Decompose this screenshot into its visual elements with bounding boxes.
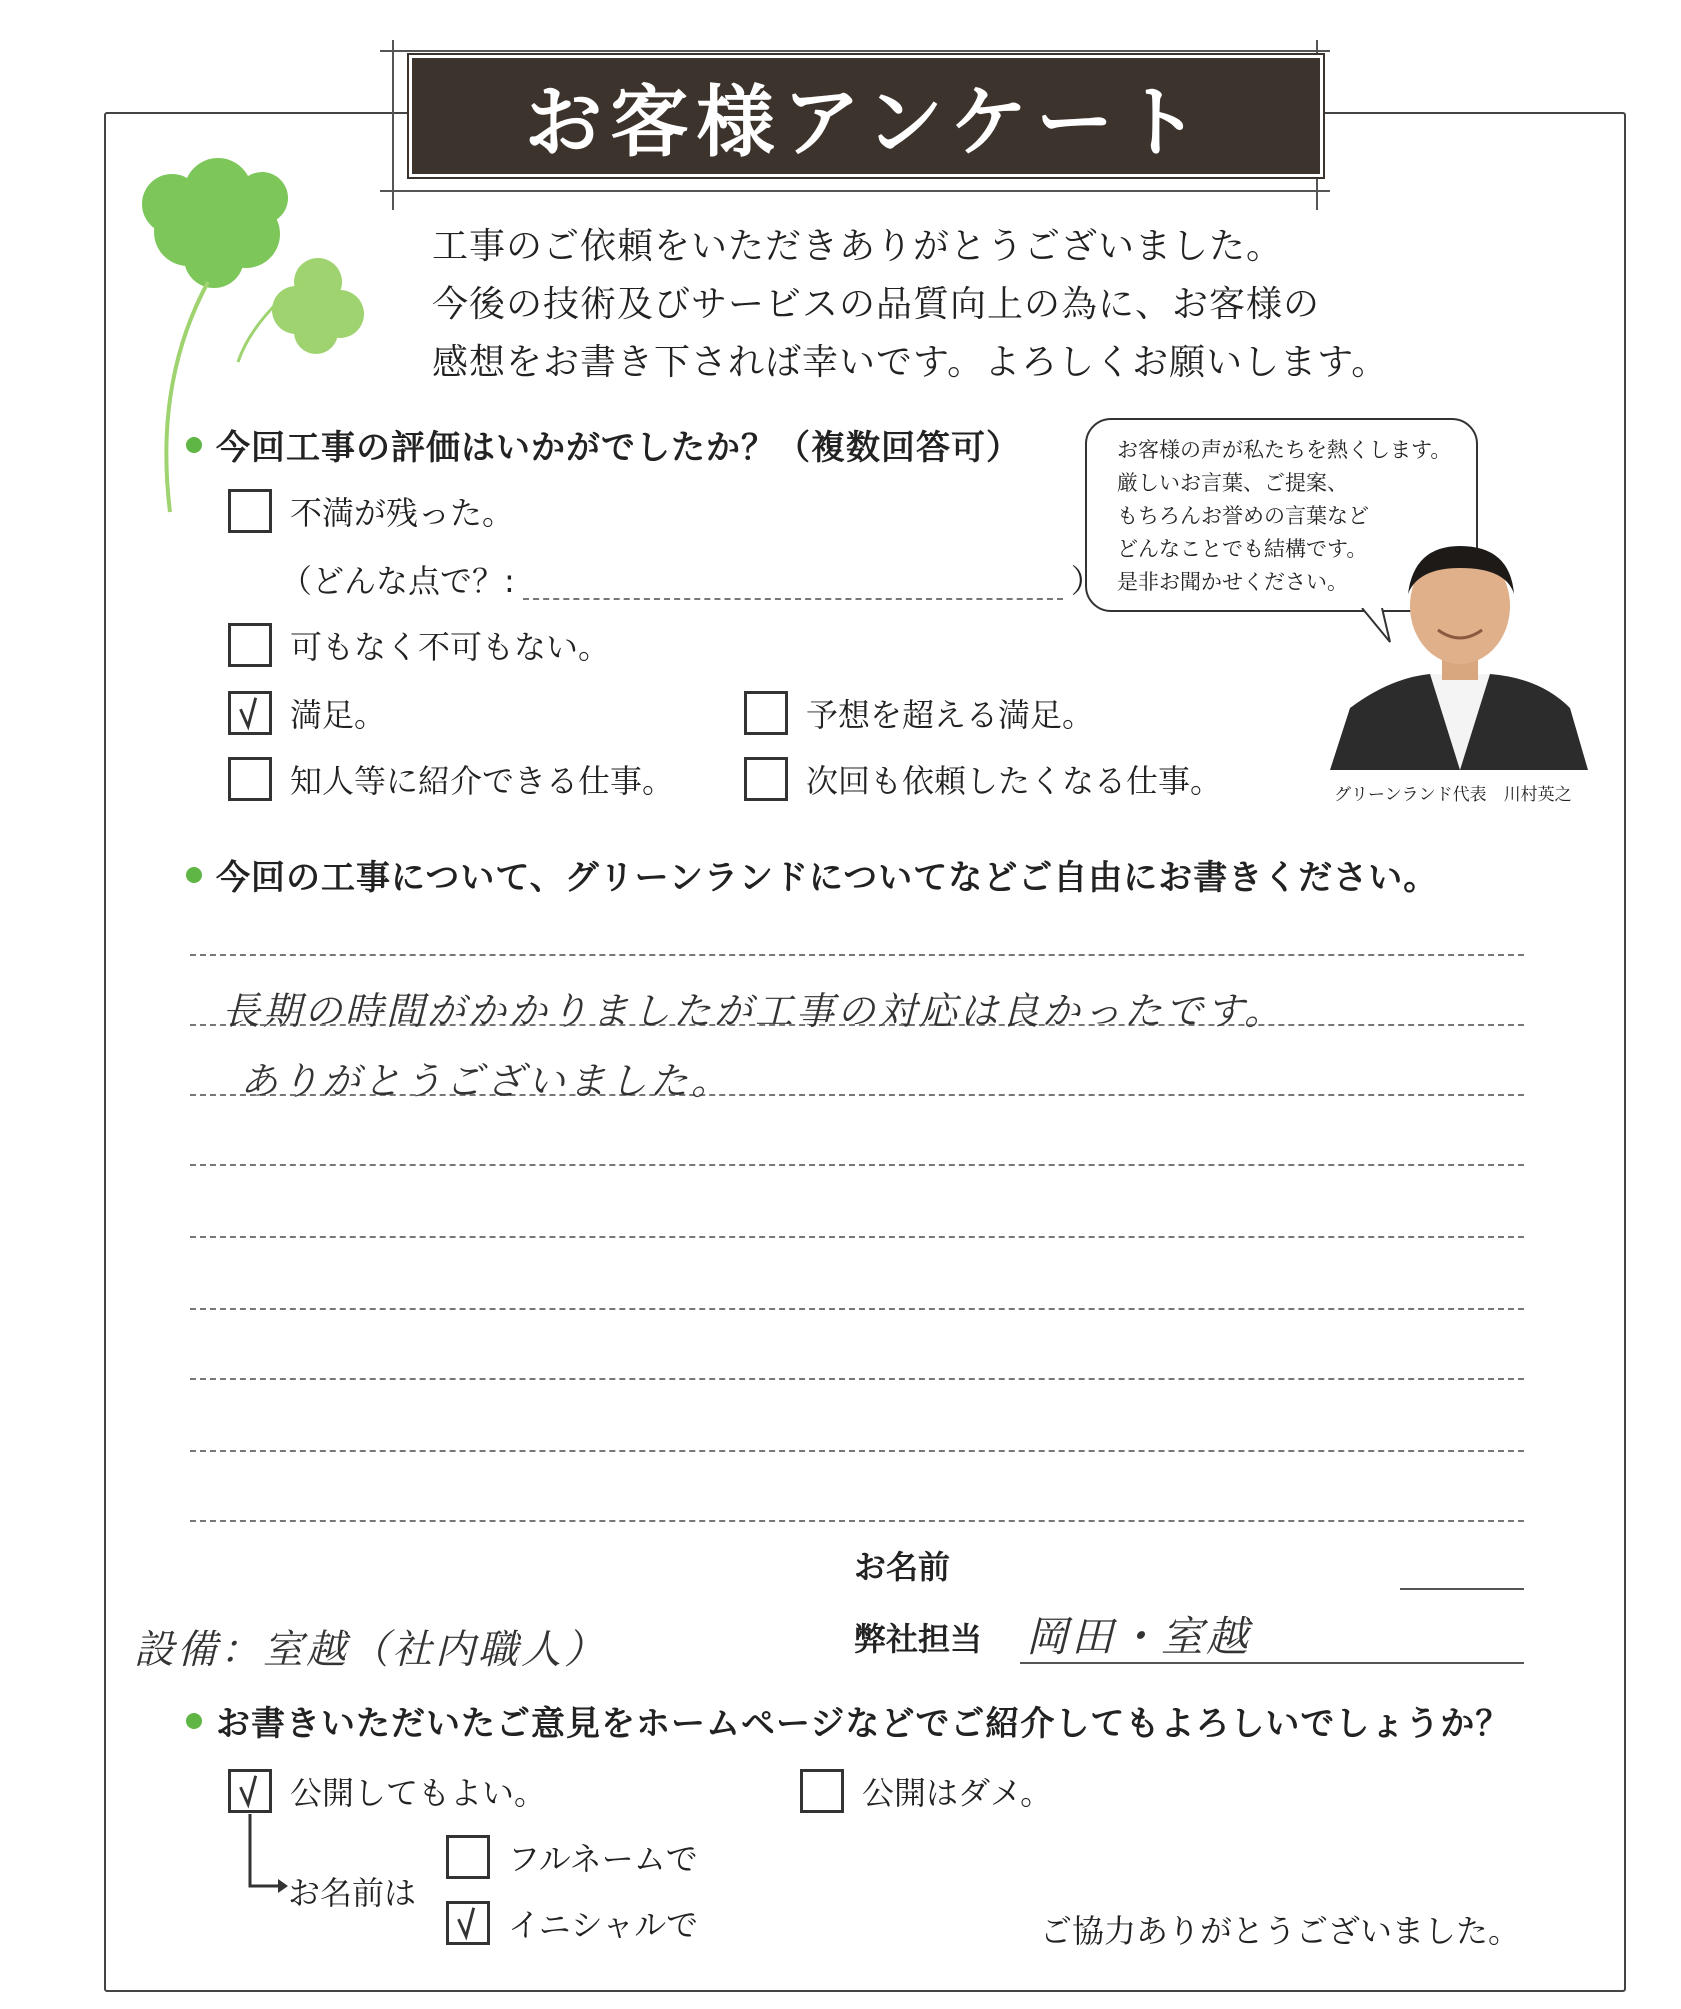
- q3-heading-text: お書きいただいたご意見をホームページなどでご紹介してもよろしいでしょうか？: [216, 1704, 1511, 1744]
- bubble-line: 是非お聞かせください。: [1117, 570, 1348, 594]
- option-label: 不満が残った。: [290, 494, 515, 532]
- crop-guide: [392, 40, 394, 210]
- checkbox[interactable]: [228, 623, 272, 667]
- publish-ng-option[interactable]: [800, 1768, 1052, 1814]
- detail-open: （どんな点で？:: [280, 562, 515, 600]
- q1-option-neutral[interactable]: [228, 622, 610, 668]
- q1-heading-text: 今回工事の評価はいかがでしたか？（複数回答可）: [216, 428, 1021, 468]
- checkbox[interactable]: [228, 489, 272, 533]
- detail-close: ）: [1070, 562, 1103, 600]
- checkbox-checked[interactable]: [446, 1901, 490, 1945]
- checkmark-icon: [449, 1904, 487, 1942]
- q1-heading: [186, 420, 1021, 469]
- option-label: 可もなく不可もない。: [290, 628, 611, 666]
- bubble-line: どんなことでも結構です。: [1117, 537, 1368, 561]
- staff-field-line: [1020, 1662, 1524, 1664]
- comment-line: [190, 1308, 1524, 1310]
- bubble-line: お客様の声が私たちを熱くします。: [1117, 438, 1452, 462]
- page-title: お客様アンケート: [412, 58, 1320, 174]
- checkbox[interactable]: [800, 1769, 844, 1813]
- crop-guide: [380, 190, 1330, 192]
- comment-line: [190, 1164, 1524, 1166]
- intro-line: 今後の技術及びサービスの品質向上の為に、お客様の: [432, 284, 1321, 325]
- staff-label: 弊社担当: [854, 1620, 983, 1658]
- q1-detail-row: [280, 556, 1103, 602]
- initial-option[interactable]: [446, 1900, 698, 1946]
- handwritten-comment: ありがとうございました。: [240, 1059, 733, 1103]
- bullet-icon: [186, 1713, 202, 1729]
- comment-line: [190, 954, 1524, 956]
- staff-name: 岡田・室越: [1026, 1612, 1252, 1661]
- option-label: フルネームで: [508, 1840, 698, 1878]
- arrow-icon: [244, 1814, 290, 1896]
- checkbox[interactable]: [744, 691, 788, 735]
- option-label: 公開してもよい。: [290, 1774, 547, 1812]
- checkmark-icon: [231, 1772, 269, 1810]
- detail-input-line[interactable]: [523, 558, 1063, 600]
- checkmark-icon: [231, 694, 269, 732]
- intro-text: [432, 218, 1472, 392]
- fullname-option[interactable]: [446, 1834, 698, 1880]
- name-prefix-label: お名前は: [288, 1874, 417, 1912]
- publish-ok-option[interactable]: [228, 1768, 546, 1814]
- side-note: 設備：室越（社内職人）: [134, 1627, 607, 1673]
- q1-option-satisfied[interactable]: [228, 690, 386, 736]
- intro-line: 感想をお書き下されば幸いです。よろしくお願いします。: [432, 342, 1389, 383]
- checkbox-checked[interactable]: [228, 691, 272, 735]
- name-label: お名前: [854, 1548, 951, 1586]
- bubble-line: もちろんお誉めの言葉など: [1117, 504, 1369, 528]
- q2-heading-text: 今回の工事について、グリーンランドについてなどご自由にお書きください。: [216, 858, 1439, 898]
- thanks-text: ご協力ありがとうございました。: [1040, 1912, 1521, 1950]
- intro-line: 工事のご依頼をいただきありがとうございました。: [432, 226, 1284, 267]
- option-label: 次回も依頼したくなる仕事。: [806, 762, 1223, 800]
- option-label: イニシャルで: [508, 1906, 699, 1944]
- bubble-line: 厳しいお言葉、ご提案、: [1117, 471, 1348, 495]
- crop-guide: [380, 50, 1330, 52]
- option-label: 予想を超える満足。: [806, 696, 1095, 734]
- q1-option-dissatisfied[interactable]: [228, 488, 514, 534]
- checkbox[interactable]: [446, 1835, 490, 1879]
- option-label: 公開はダメ。: [862, 1774, 1053, 1812]
- comment-line: [190, 1450, 1524, 1452]
- checkbox[interactable]: [744, 757, 788, 801]
- comment-line: [190, 1520, 1524, 1522]
- photo-caption: グリーンランド代表 川村英之: [1334, 785, 1572, 805]
- q1-option-beyond[interactable]: [744, 690, 1094, 736]
- name-field-line[interactable]: [1400, 1588, 1524, 1590]
- name-prefix: [288, 1868, 416, 1914]
- bullet-icon: [186, 867, 202, 883]
- option-label: 知人等に紹介できる仕事。: [290, 762, 675, 800]
- q1-option-recommend[interactable]: [228, 756, 674, 802]
- handwritten-comment: 長期の時間がかかりましたが工事の対応は良かったです。: [222, 989, 1285, 1033]
- q3-heading: [186, 1696, 1510, 1745]
- clover-icon: [128, 132, 388, 532]
- checkbox[interactable]: [228, 757, 272, 801]
- q2-heading: [186, 850, 1438, 899]
- option-label: 満足。: [290, 696, 387, 734]
- comment-line: [190, 1378, 1524, 1380]
- comment-line: [190, 1236, 1524, 1238]
- representative-photo: [1330, 528, 1590, 770]
- q1-option-repeat[interactable]: [744, 756, 1222, 802]
- bullet-icon: [186, 437, 202, 453]
- checkbox-checked[interactable]: [228, 1769, 272, 1813]
